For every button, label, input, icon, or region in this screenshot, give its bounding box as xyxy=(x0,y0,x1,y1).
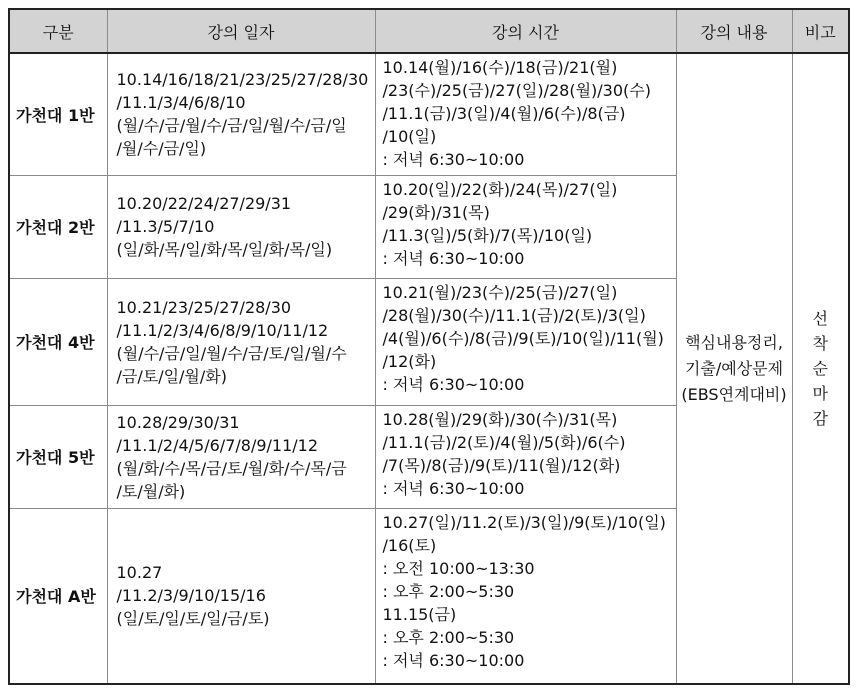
date-line: (월/수/금/월/수/금/일/월/수/금/일 xyxy=(116,116,347,136)
date-line: /11.1/2/3/4/6/8/9/10/11/12 xyxy=(116,320,329,340)
header-times: 강의 시간 xyxy=(375,9,676,53)
date-line: /월/수/금/일) xyxy=(116,139,207,159)
lecture-times xyxy=(375,508,676,684)
class-name: 가천대 2반 xyxy=(9,175,107,278)
time-line: 10.20(일)/22(화)/24(목)/27(일) xyxy=(382,179,618,199)
time-line: 10.14(월)/16(수)/18(금)/21(월) xyxy=(382,58,618,77)
date-line: /금/토/일/월/화) xyxy=(116,366,227,386)
date-line: /11.1/2/4/5/6/7/8/9/11/12 xyxy=(116,435,319,455)
note-char: 선 xyxy=(812,309,828,328)
time-line: : 저녁 6:30~10:00 xyxy=(382,478,525,498)
lecture-dates xyxy=(107,278,375,405)
date-line: 10.27 xyxy=(116,563,163,583)
time-line: /4(월)/6(수)/8(금)/9(토)/10(일)/11(월) xyxy=(382,328,664,348)
time-line: /11.3(일)/5(화)/7(목)/10(일) xyxy=(382,225,593,245)
class-name: 가천대 A반 xyxy=(9,508,107,684)
time-line: /7(목)/8(금)/9(토)/11(월)/12(화) xyxy=(382,455,621,475)
time-line: /28(월)/30(수)/11.1(금)/2(토)/3(일) xyxy=(382,305,646,325)
date-line: 10.21/23/25/27/28/30 xyxy=(116,297,292,317)
class-name: 가천대 4반 xyxy=(9,278,107,405)
header-dates: 강의 일자 xyxy=(107,9,375,53)
date-line: /11.2/3/9/10/15/16 xyxy=(116,586,266,606)
lecture-times xyxy=(375,405,676,508)
note-char: 마 xyxy=(812,384,828,403)
time-line: 11.15(금) xyxy=(382,604,457,624)
time-line: : 저녁 6:30~10:00 xyxy=(382,150,525,169)
time-line: : 저녁 6:30~10:00 xyxy=(382,374,525,394)
lecture-content xyxy=(676,53,792,684)
class-name: 가천대 1반 xyxy=(9,53,107,175)
time-line: : 저녁 6:30~10:00 xyxy=(382,248,525,268)
lecture-dates xyxy=(107,508,375,684)
table-row xyxy=(9,53,849,175)
lecture-times xyxy=(375,53,676,175)
lecture-times xyxy=(375,175,676,278)
content-line: 핵심내용정리, xyxy=(685,332,783,352)
schedule-table xyxy=(8,8,850,685)
time-line: /29(화)/31(목) xyxy=(382,202,490,222)
note-cell xyxy=(792,53,849,684)
date-line: (월/화/수/목/금/토/월/화/수/목/금 xyxy=(116,458,347,478)
time-line: : 오후 2:00~5:30 xyxy=(382,627,515,647)
date-line: (일/화/목/일/화/목/일/화/목/일) xyxy=(116,240,333,259)
date-line: 10.28/29/30/31 xyxy=(116,412,240,432)
time-line: : 오전 10:00~13:30 xyxy=(382,558,535,578)
class-name: 가천대 5반 xyxy=(9,405,107,508)
time-line: 10.21(월)/23(수)/25(금)/27(일) xyxy=(382,282,618,302)
date-line: 10.20/22/24/27/29/31 xyxy=(116,194,292,213)
time-line: /23(수)/25(금)/27(일)/28(월)/30(수) xyxy=(382,81,651,100)
note-char: 착 xyxy=(812,334,828,353)
header-content: 강의 내용 xyxy=(676,9,792,53)
time-line: : 오후 2:00~5:30 xyxy=(382,581,515,601)
date-line: (월/수/금/일/월/수/금/토/일/월/수 xyxy=(116,343,347,363)
time-line: 10.28(월)/29(화)/30(수)/31(목) xyxy=(382,409,618,429)
lecture-dates xyxy=(107,405,375,508)
date-line: /토/월/화) xyxy=(116,481,186,501)
header-category: 구분 xyxy=(9,9,107,53)
date-line: 10.14/16/18/21/23/25/27/28/30 xyxy=(116,70,369,90)
note-char: 감 xyxy=(812,409,828,428)
time-line: /10(일) xyxy=(382,127,437,146)
header-note: 비고 xyxy=(792,9,849,53)
date-line: (일/토/일/토/일/금/토) xyxy=(116,609,270,629)
content-line: 기출/예상문제 xyxy=(684,358,784,378)
lecture-dates xyxy=(107,53,375,175)
lecture-times xyxy=(375,278,676,405)
time-line: /11.1(금)/2(토)/4(월)/5(화)/6(수) xyxy=(382,432,626,452)
time-line: : 저녁 6:30~10:00 xyxy=(382,650,525,670)
time-line: 10.27(일)/11.2(토)/3(일)/9(토)/10(일) xyxy=(382,512,666,532)
time-line: /16(토) xyxy=(382,535,437,555)
content-line: (EBS연계대비) xyxy=(681,384,787,404)
note-char: 순 xyxy=(812,359,828,378)
date-line: /11.3/5/7/10 xyxy=(116,217,215,236)
header-row xyxy=(9,9,849,53)
time-line: /11.1(금)/3(일)/4(월)/6(수)/8(금) xyxy=(382,104,626,123)
lecture-dates xyxy=(107,175,375,278)
time-line: /12(화) xyxy=(382,351,437,371)
date-line: /11.1/3/4/6/8/10 xyxy=(116,93,246,113)
